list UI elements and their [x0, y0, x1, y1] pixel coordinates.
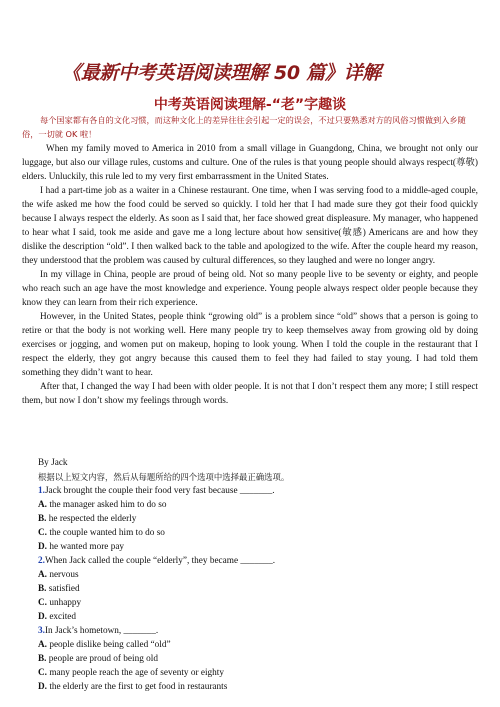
option-text: the couple wanted him to do so	[49, 528, 165, 538]
option-letter: B.	[38, 654, 47, 664]
option-letter: A.	[38, 640, 47, 650]
option-text: excited	[49, 612, 77, 622]
answer-option[interactable]	[38, 568, 478, 582]
option-letter: D.	[38, 612, 47, 622]
author-line: By Jack	[38, 458, 68, 468]
answer-option[interactable]	[38, 596, 478, 610]
option-letter: D.	[38, 542, 47, 552]
question-text: In Jack’s hometown, _______.	[44, 626, 159, 636]
option-text: the manager asked him to do so	[49, 500, 167, 510]
answer-option[interactable]	[38, 498, 478, 512]
option-letter: B.	[38, 514, 47, 524]
option-text: the elderly are the first to get food in restaurants	[49, 682, 228, 692]
article-body	[22, 142, 478, 408]
question-number: 1.	[38, 486, 45, 496]
paragraph: In my village in China, people are proud of being old. Not so many people live to be seventy or eighty, and people who reach such an age have the most knowledge and experience. Young people always respect older people because they know they can learn from their rich experience.	[22, 270, 478, 308]
answer-option[interactable]	[38, 582, 478, 596]
answer-option[interactable]	[38, 680, 478, 694]
option-letter: A.	[38, 570, 47, 580]
paragraph: I had a part-time job as a waiter in a Chinese restaurant. One time, when I was serving food to a middle-aged couple, the wife asked me how the food could be served so quickly. I told her that I had made sure they got their food quickly because I always respect the elderly. As soon as I said that, her face showed great displeasure. My manager, who happened to hear what I said, took me aside and gave me a long lecture about how sensitive(敏感) Americans are and how they dislike the description “old”. I then walked back to the table and apologized to the wife. After the couple heard my reason, they understood that the problem was caused by cultural differences, so they laughed and were no longer angry.	[22, 186, 478, 266]
option-letter: D.	[38, 682, 47, 692]
answer-option[interactable]	[38, 512, 478, 526]
instruction-text: 根据以上短文内容，然后从每题所给的四个选项中选择最正确选项。	[38, 472, 290, 482]
article-title: 中考英语阅读理解-“老”字趣谈	[153, 97, 347, 113]
option-text: many people reach the age of seventy or eighty	[49, 668, 224, 678]
option-text: he wanted more pay	[49, 542, 125, 552]
question-text: When Jack called the couple “elderly”, they became _______.	[44, 556, 276, 566]
option-text: people are proud of being old	[48, 654, 158, 664]
answer-option[interactable]	[38, 610, 478, 624]
option-text: nervous	[49, 570, 79, 580]
option-text: he respected the elderly	[48, 514, 137, 524]
option-letter: A.	[38, 500, 47, 510]
question-number: 2.	[38, 556, 45, 566]
question-stem	[38, 484, 478, 498]
option-text: satisfied	[48, 584, 80, 594]
question-number: 3.	[38, 626, 45, 636]
paragraph: When my family moved to America in 2010 from a small village in Guangdong, China, we brought not only our luggage, but also our village rules, customs and culture. One of the rules is that young people should always respect(尊敬) elders. Unluckily, this rule led to my very first embarrassment in the United States.	[22, 144, 478, 182]
paragraph: However, in the United States, people think “growing old” is a problem since “old” shows that a person is going to retire or that the body is not working well. Here many people try to keep themselves away from growing old by doing exercises or jogging, and women put on makeup, hoping to look young. When I told the couple in the restaurant that I respect the elderly, they got angry because this caused them to feel they had failed to stay young. I had told them something they didn’t want to hear.	[22, 312, 478, 378]
option-text: unhappy	[49, 598, 82, 608]
option-letter: B.	[38, 584, 47, 594]
option-letter: C.	[38, 668, 47, 678]
answer-option[interactable]	[38, 638, 478, 652]
paragraph: After that, I changed the way I had been with older people. It is not that I don’t respect them any more; I still respect them, but now I don’t show my feelings through words.	[22, 382, 478, 406]
answer-option[interactable]	[38, 540, 478, 554]
option-letter: C.	[38, 598, 47, 608]
option-letter: C.	[38, 528, 47, 538]
option-text: people dislike being called “old”	[49, 640, 171, 650]
question-section	[38, 456, 478, 694]
question-stem	[38, 554, 478, 568]
answer-option[interactable]	[38, 652, 478, 666]
document-title: 《最新中考英语阅读理解 50 篇》详解	[62, 62, 381, 84]
question-text: Jack brought the couple their food very fast because _______.	[44, 486, 275, 496]
question-stem	[38, 624, 478, 638]
answer-option[interactable]	[38, 526, 478, 540]
intro-paragraph: 每个国家都有各自的文化习惯，而这种文化上的差异往往会引起一定的误会，不过只要熟悉对方的风俗习惯做到入乡随俗，一切就 OK 啦！	[22, 115, 466, 139]
answer-option[interactable]	[38, 666, 478, 680]
